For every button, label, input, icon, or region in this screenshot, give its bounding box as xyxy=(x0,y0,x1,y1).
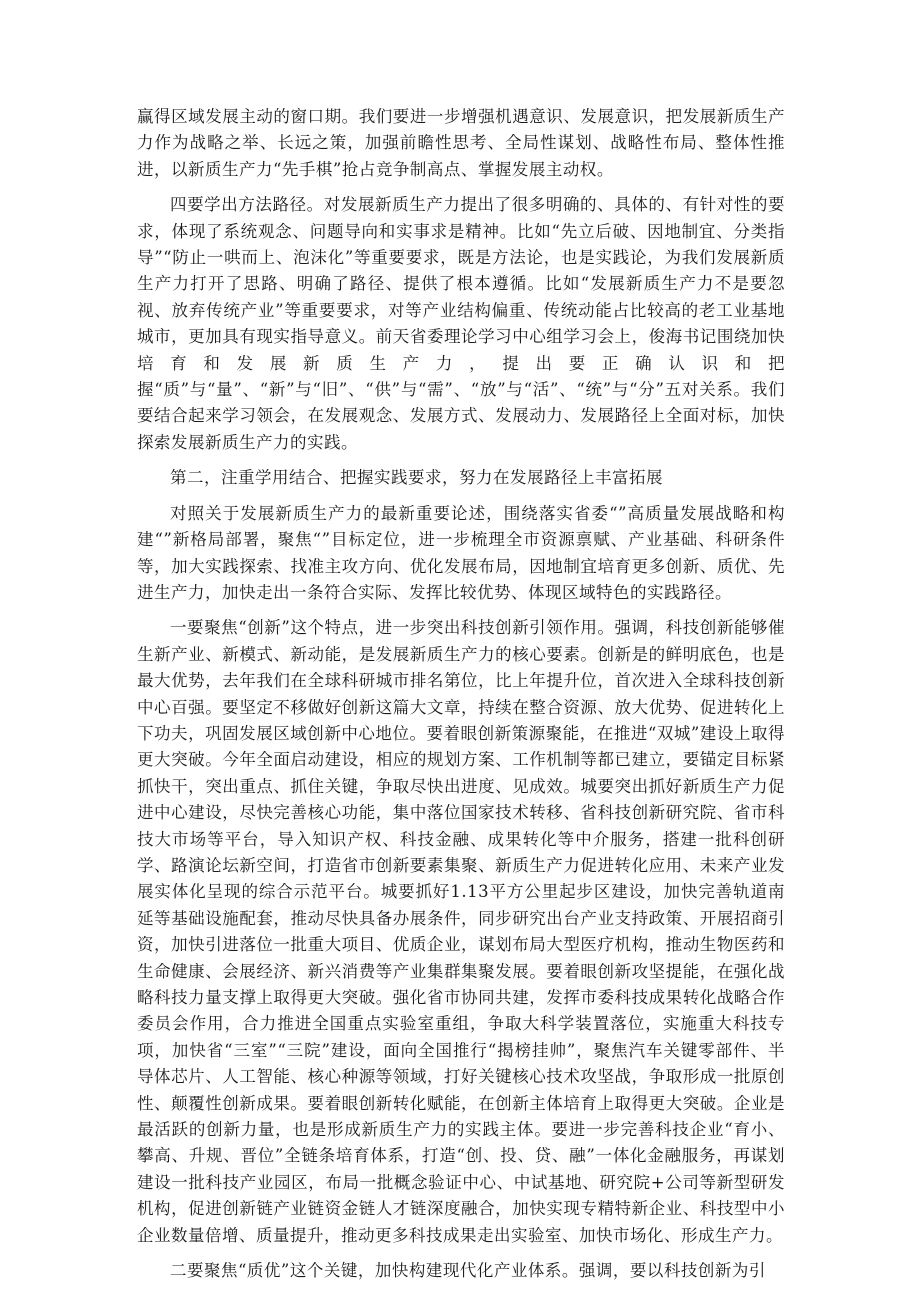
paragraph-method-path: 四要学出方法路径。对发展新质生产力提出了很多明确的、具体的、有针对性的要求，体现了系统观念、问题导向和实事求是精神。比如“先立后破、因地制宜、分类指导”“防止一哄而上、泡沫化”等重要要求，既是方法论，也是实践论，为我们发展新质生产力打开了思路、明确了路径、提供了根本遵循。比如“发展新质生产力不是要忽视、放弃传统产业”等重要要求，对等产业结构偏重、传统动能占比较高的老工业基地城市，更加具有现实指导意义。前天省委理论学习中心组学习会上，俊海书记围绕加快培育和发展新质生产力，提出要正确认识和把握“质”与“量”、“新”与“旧”、“供”与“需”、“放”与“活”、“统”与“分”五对关系。我们要结合起来学习领会，在发展观念、发展方式、发展动力、发展路径上全面对标，加快探索发展新质生产力的实践。 xyxy=(137,195,785,452)
paragraph-practice-path: 对照关于发展新质生产力的最新重要论述，围绕落实省委“”高质量发展战略和构建“”新格局部署，聚焦“”目标定位，进一步梳理全市资源禀赋、产业基础、科研条件等，加大实践探索、找准主攻方向、优化发展布局，因地制宜培育更多创新、质优、先进生产力，加快走出一条符合实际、发挥比较优势、体现区域特色的实践路径。 xyxy=(137,503,785,602)
paragraph-window-period: 赢得区域发展主动的窗口期。我们要进一步增强机遇意识、发展意识，把发展新质生产力作为战略之举、长远之策，加强前瞻性思考、全局性谋划、战略性布局、整体性推进，以新质生产力“先手棋”抢占竞争制高点、掌握发展主动权。 xyxy=(137,107,785,179)
paragraph-innovation: 一要聚焦“创新”这个特点，进一步突出科技创新引领作用。强调，科技创新能够催生新产业、新模式、新动能，是发展新质生产力的核心要素。创新是的鲜明底色，也是最大优势，去年我们在全球科研城市排名第位，比上年提升位，首次进入全球科技创新中心百强。要坚定不移做好创新这篇大文章，持续在整合资源、放大优势、促进转化上下功夫，巩固发展区域创新中心地位。要着眼创新策源聚能，在推进“双城”建设上取得更大突破。今年全面启动建设，相应的规划方案、工作机制等都已建立，要锚定目标紧抓快干，突出重点、抓住关键，争取尽快出进度、见成效。城要突出抓好新质生产力促进中心建设，尽快完善核心功能，集中落位国家技术转移、省科技创新研究院、省市科技大市场等平台，导入知识产权、科技金融、成果转化等中介服务，搭建一批科创研学、路演论坛新空间，打造省市创新要素集聚、新质生产力促进转化应用、未来产业发展实体化呈现的综合示范平台。城要抓好1.13平方公里起步区建设，加快完善轨道南延等基础设施配套，推动尽快具备办展条件，同步研究出台产业支持政策、开展招商引资，加快引进落位一批重大项目、优质企业，谋划布局大型医疗机构，推动生物医药和生命健康、会展经济、新兴消费等产业集群集聚发展。要着眼创新攻坚提能，在强化战略科技力量支撑上取得更大突破。强化省市协同共建，发挥市委科技成果转化战略合作委员会作用，合力推进全国重点实验室重组，争取大科学装置落位，实施重大科技专项，加快省“三室”“三院”建设，面向全国推行“揭榜挂帅”，聚焦汽车关键零部件、半导体芯片、人工智能、核心种源等领域，打好关键核心技术攻坚战，争取形成一批原创性、颠覆性创新成果。要着眼创新转化赋能，在创新主体培育上取得更大突破。企业是最活跃的创新力量，也是形成新质生产力的实践主体。要进一步完善科技企业“育小、攀高、升规、晋位”全链条培育体系，打造“创、投、贷、融”一体化金融服务，再谋划建设一批科技产业园区，布局一批概念验证中心、中试基地、研究院+公司等新型研发机构，促进创新链产业链资金链人才链深度融合，加快实现专精特新企业、科技型中小企业数量倍增、质量提升，推动更多科技成果走出实验室、加快市场化、形成生产力。 xyxy=(137,618,785,1245)
paragraph-quality: 二要聚焦“质优”这个关键，加快构建现代化产业体系。强调，要以科技创新为引 xyxy=(170,1261,766,1281)
document-body xyxy=(137,104,785,1293)
section-heading-second: 第二，注重学用结合、把握实践要求，努力在发展路径上丰富拓展 xyxy=(170,468,663,488)
